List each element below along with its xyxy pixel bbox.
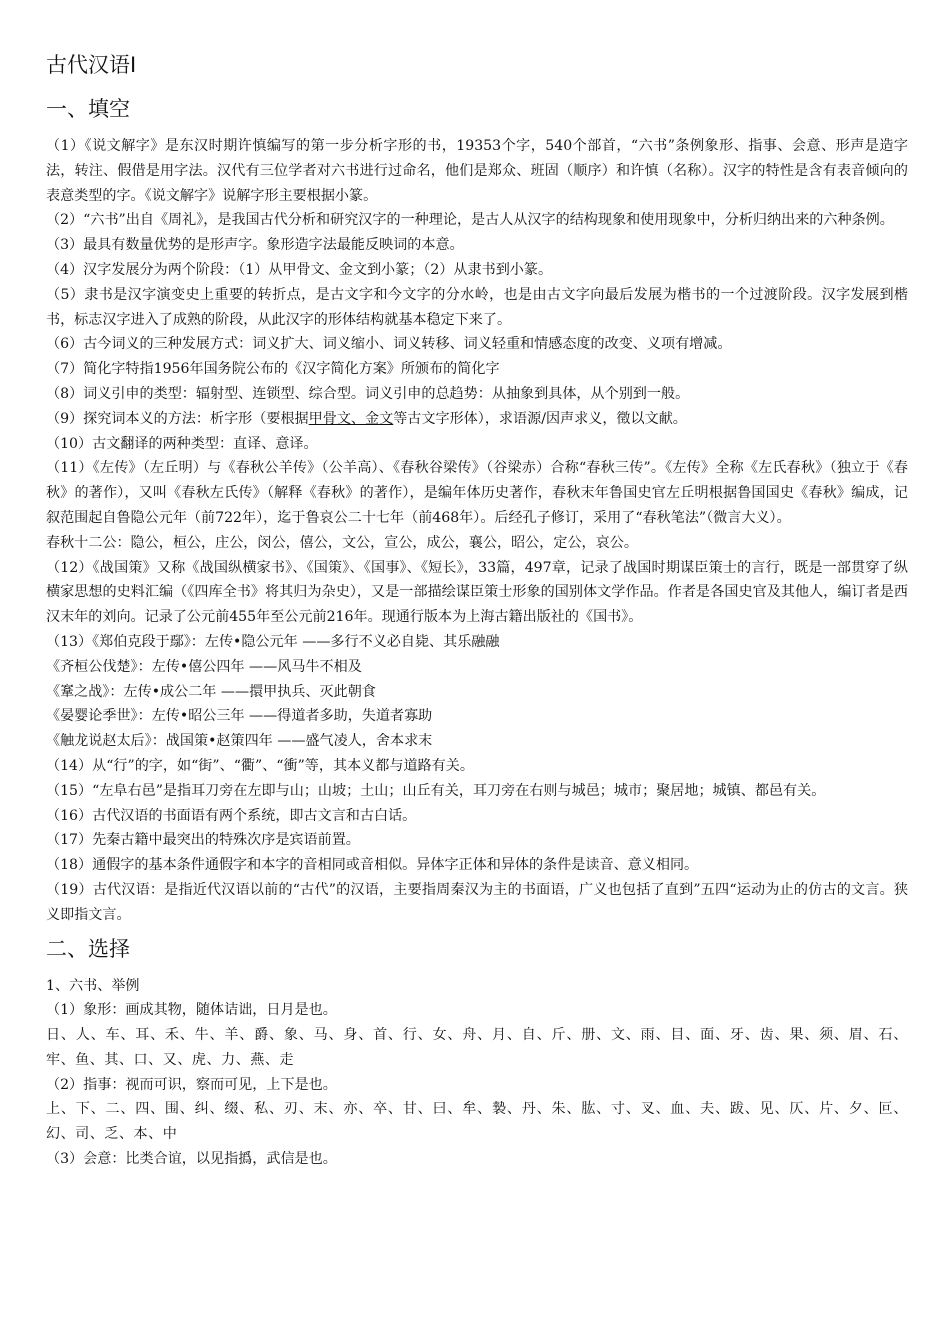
item9-text-after: 等古文字形体），求语源/因声求义，徵以文献。: [393, 410, 687, 427]
document-page: [46, 50, 908, 1172]
list-item: （16）古代汉语的书面语有两个系统，即古文言和古白话。: [46, 807, 417, 824]
list-item: （14）从“行”的字，如“街”、“衢”、“衝”等，其本义都与道路有关。: [46, 757, 474, 774]
item9-text-before: （9）探究词本义的方法：析字形（要根据: [46, 410, 309, 427]
item9-underlined-text: 甲骨文、金文: [308, 410, 394, 427]
list-item: （6）古今词义的三种发展方式：词义扩大、词义缩小、词义转移、词义轻重和情感态度的改变、义项有增减。: [46, 336, 732, 353]
list-item: （12）《战国策》又称《战国纵横家书》、《国策》、《国事》、《短长》，33篇，497章，记录了战国时期谋臣策士的言行，既是一部贯穿了纵横家思想的史料汇编（《四库全书》将其归为杂史），又是一部描绘谋臣策士形象的国别体文学作品。作者是各国史官及其他人，编订者是西汉末年的刘向。记录了公元前455年至公元前216年。现通行版本为上海古籍出版社的《国书》。: [46, 559, 908, 626]
list-item: （13）《郑伯克段于鄢》：左传•隐公元年 ——多行不义必自毙、其乐融融: [46, 633, 500, 650]
subheading-six-writings: 1、六书、举例: [46, 977, 140, 994]
list-item: （18）通假字的基本条件通假字和本字的音相同或音相似。异体字正体和异体的条件是读音、意义相同。: [46, 857, 699, 874]
list-item: （5）隶书是汉字演变史上重要的转折点，是古文字和今文字的分水岭，也是由古文字向最后发展为楷书的一个过渡阶段。汉字发展到楷书，标志汉字进入了成熟的阶段，从此汉字的形体结构就基本稳定下来了。: [46, 286, 908, 328]
list-item: （8）词义引申的类型：辐射型、连锁型、综合型。词义引申的总趋势：从抽象到具体，从个别到一般。: [46, 385, 690, 402]
list-item: （1）象形：画成其物，随体诘诎，日月是也。: [46, 1002, 337, 1019]
list-item: （3）会意：比类合谊，以见指撝，武信是也。: [46, 1151, 337, 1168]
list-item: 春秋十二公：隐公，桓公，庄公，闵公，僖公，文公，宣公，成公，襄公，昭公，定公，哀公。: [46, 534, 638, 551]
choice-section: [46, 974, 908, 1172]
list-item: （11）《左传》（左丘明）与《春秋公羊传》（公羊高）、《春秋谷梁传》（谷梁赤）合称“春秋三传”。《左传》全称《左氏春秋》（独立于《春秋》的著作），又叫《春秋左氏传》（解释《春秋》的著作），是编年体历史著作，春秋末年鲁国史官左丘明根据鲁国国史《春秋》编成，记叙范围起自鲁隐公元年（前722年），迄于鲁哀公二十七年（前468年）。后经孔子修订，采用了“春秋笔法”（微言大义）。: [46, 460, 908, 526]
list-item: （4）汉字发展分为两个阶段：（1）从甲骨文、金文到小篆；（2）从隶书到小篆。: [46, 261, 553, 278]
list-item: 《齐桓公伐楚》：左传•僖公四年 ——风马牛不相及: [46, 658, 362, 675]
list-item: 《晏婴论季世》：左传•昭公三年 ——得道者多助，失道者寡助: [46, 708, 433, 725]
list-item: [46, 407, 908, 432]
fill-blank-list: [46, 134, 908, 928]
document-title: 古代汉语Ⅰ: [46, 53, 137, 77]
list-item: 《触龙说赵太后》：战国策•赵策四年 ——盛气凌人，舍本求末: [46, 733, 433, 750]
list-item: （1）《说文解字》是东汉时期许慎编写的第一步分析字形的书，19353个字，540个部首，“六书”条例象形、指事、会意、形声是造字法，转注、假借是用字法。汉代有三位学者对六书进行过命名，他们是郑众、班固（顺序）和许慎（名称）。汉字的特性是含有表音倾向的表意类型的字。《说文解字》说解字形主要根据小篆。: [46, 138, 908, 204]
list-item: （19）古代汉语：是指近代汉语以前的“古代”的汉语，主要指周秦汉为主的书面语，广义也包括了直到”五四“运动为止的仿古的文言。狭义即指文言。: [46, 881, 908, 923]
list-item: （3）最具有数量优势的是形声字。象形造字法最能反映词的本意。: [46, 237, 464, 254]
list-item: （10）古文翻译的两种类型：直译、意译。: [46, 435, 318, 452]
list-item: （17）先秦古籍中最突出的特殊次序是宾语前置。: [46, 832, 360, 849]
list-item: 《鞌之战》：左传•成公二年 ——擐甲执兵、灭此朝食: [46, 683, 376, 700]
section-heading-fill-blank: 一、填空: [46, 97, 130, 121]
example-characters: 上、下、二、四、围、纠、缀、私、刃、末、亦、卒、甘、曰、牟、褺、丹、朱、肱、寸、叉、血、夫、跋、见、仄、片、夕、叵、幻、司、乏、本、中: [46, 1101, 908, 1143]
list-item: （15）“左阜右邑”是指耳刀旁在左即与山；山坡；土山；山丘有关，耳刀旁在右则与城邑；城市；聚居地；城镇、都邑有关。: [46, 782, 826, 799]
section-heading-choice: 二、选择: [46, 936, 130, 961]
list-item: （2）“六书”出自《周礼》，是我国古代分析和研究汉字的一种理论，是古人从汉字的结构现象和使用现象中，分析归纳出来的六种条例。: [46, 212, 894, 229]
list-item: （2）指事：视而可识，察而可见，上下是也。: [46, 1076, 337, 1093]
list-item: （7）简化字特指1956年国务院公布的《汉字简化方案》所颁布的简化字: [46, 361, 500, 378]
example-characters: 日、人、车、耳、禾、牛、羊、爵、象、马、身、首、行、女、舟、月、自、斤、册、文、雨、目、面、牙、齿、果、须、眉、石、牢、鱼、其、口、又、虎、力、燕、走: [46, 1027, 908, 1068]
